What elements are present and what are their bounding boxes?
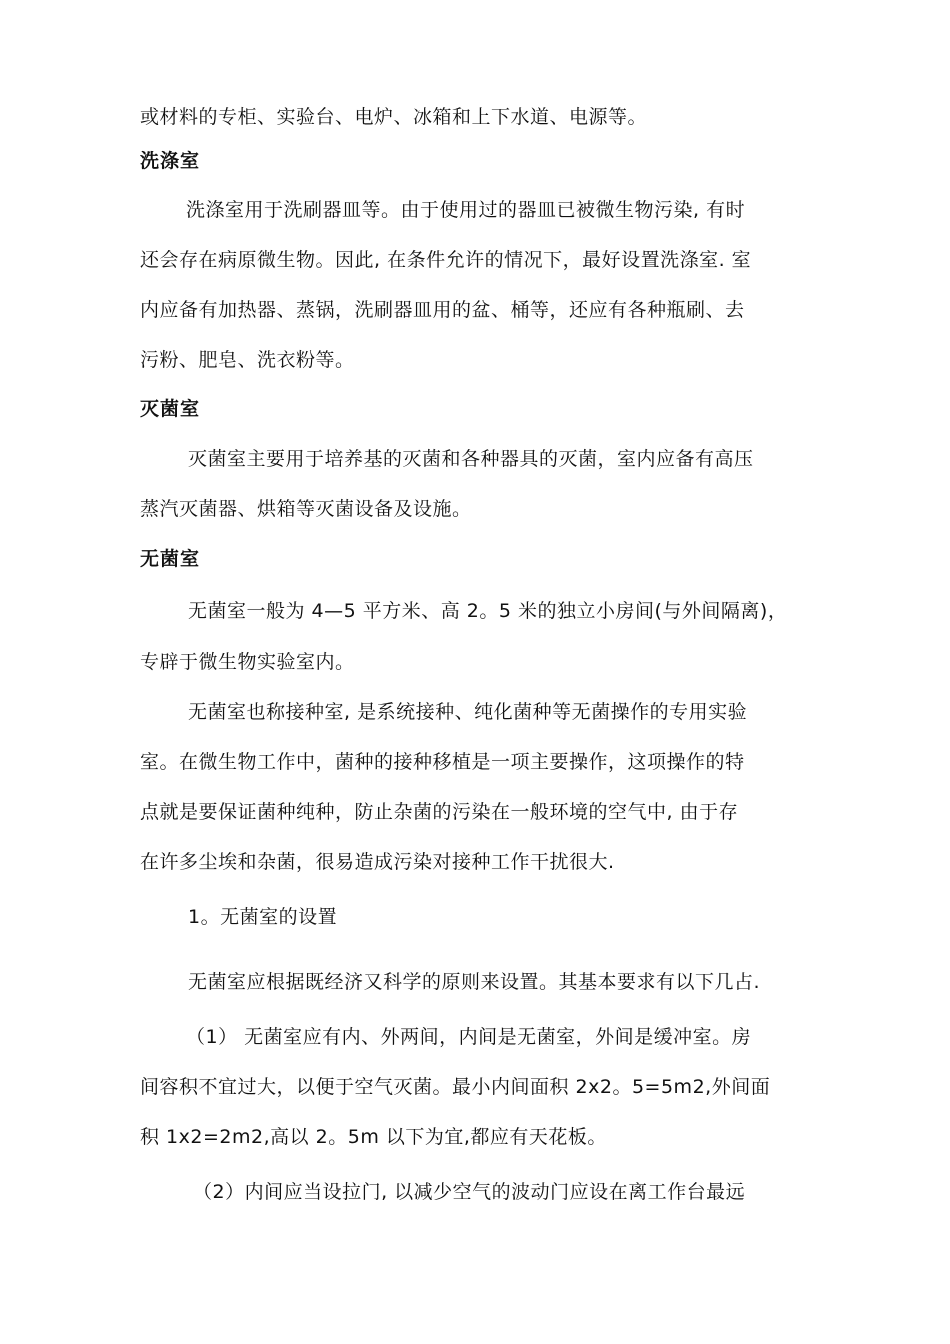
section-heading-sterilization-room: 灭菌室 — [140, 398, 201, 420]
text-line: 室。在微生物工作中，菌种的接种移植是一项主要操作，这项操作的特 — [140, 751, 745, 773]
text-line: 蒸汽灭菌器、烘箱等灭菌设备及设施。 — [140, 498, 472, 520]
text-line: 积 1x2=2m2,高以 2。5m 以下为宜,都应有天花板。 — [140, 1126, 607, 1148]
text-line: 无菌室也称接种室, 是系统接种、纯化菌种等无菌操作的专用实验 — [188, 701, 748, 723]
text-line: 灭菌室主要用于培养基的灭菌和各种器具的灭菌，室内应备有高压 — [188, 448, 754, 470]
text-line: 间容积不宜过大，以便于空气灭菌。最小内间面积 2x2。5=5m2,外间面 — [140, 1076, 771, 1098]
text-line: 无菌室一般为 4—5 平方米、高 2。5 米的独立小房间(与外间隔离)， — [188, 600, 788, 622]
text-line: 无菌室应根据既经济又科学的原则来设置。其基本要求有以下几占. — [188, 971, 761, 993]
text-line: 在许多尘埃和杂菌，很易造成污染对接种工作干扰很大. — [140, 851, 615, 873]
text-line: 还会存在病原微生物。因此, 在条件允许的情况下，最好设置洗涤室. 室 — [140, 249, 752, 271]
section-heading-washing-room: 洗涤室 — [140, 150, 201, 172]
text-line: 点就是要保证菌种纯种，防止杂菌的污染在一般环境的空气中, 由于存 — [140, 801, 739, 823]
numbered-subheading: 1。无菌室的设置 — [188, 906, 338, 928]
section-heading-aseptic-room: 无菌室 — [140, 548, 201, 570]
text-line: 或材料的专柜、实验台、电炉、冰箱和上下水道、电源等。 — [140, 106, 648, 128]
text-line: 污粉、肥皂、洗衣粉等。 — [140, 349, 355, 371]
text-line: 专辟于微生物实验室内。 — [140, 651, 355, 673]
list-item-2: （2）内间应当设拉门, 以减少空气的波动门应设在离工作台最远 — [193, 1181, 746, 1203]
text-line: 洗涤室用于洗刷器皿等。由于使用过的器皿已被微生物污染, 有时 — [186, 199, 746, 221]
text-line: 内应备有加热器、蒸锅，洗刷器皿用的盆、桶等，还应有各种瓶刷、去 — [140, 299, 745, 321]
list-item-1: （1） 无菌室应有内、外两间，内间是无菌室，外间是缓冲室。房 — [186, 1026, 752, 1048]
